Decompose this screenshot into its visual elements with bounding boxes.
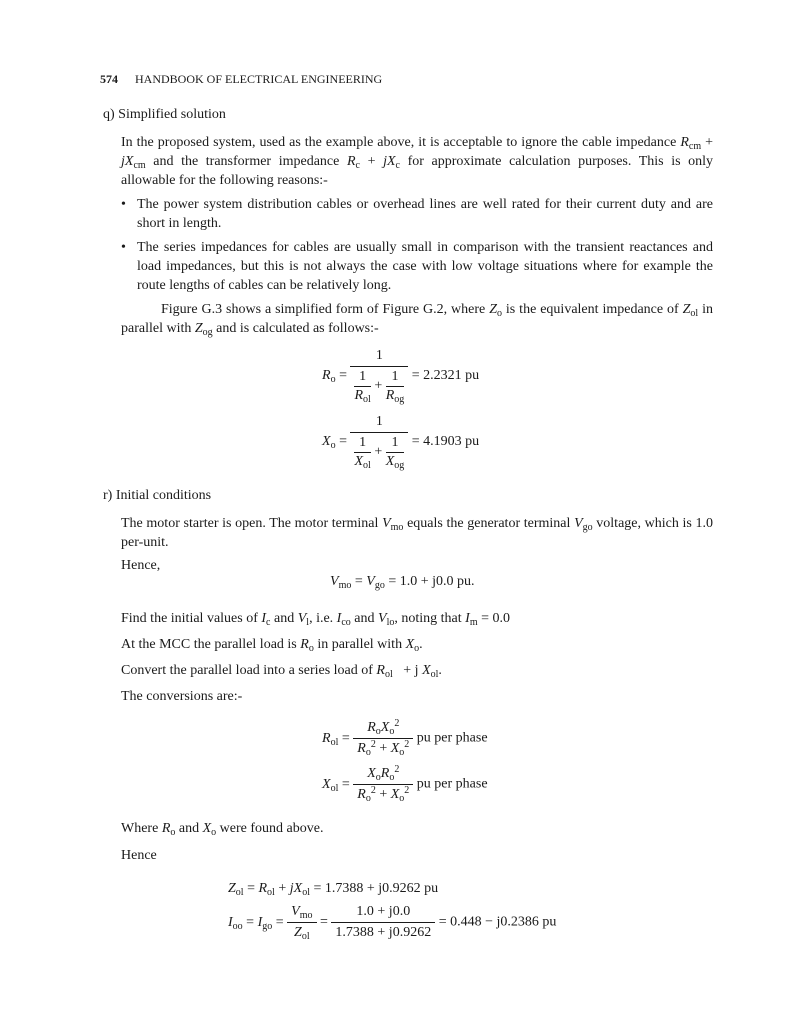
xo-equation: $X_o$ = 1 1 $X_{ol}$ + 1 $X_{og}$ = 4.1903 pu <box>322 414 480 471</box>
section-r-heading: r) Initial conditions <box>103 488 212 503</box>
motor-starter-paragraph: The motor starter is open. The motor terminal $V_{mo}$ equals the generator terminal $V_{go}$ voltage, which is 1.0 per-unit. <box>121 516 714 550</box>
bullet-icon: • <box>121 197 126 212</box>
zol-equation: $Z_{ol} = R_{ol} + jX_{ol} = 1.7388 + j0.9262$ pu <box>228 881 439 898</box>
convert-line: Convert the parallel load into a series load of $R_{ol}$ + j $X_{ol}$. <box>121 663 442 680</box>
book-title: HANDBOOK OF ELECTRICAL ENGINEERING <box>135 72 383 86</box>
mcc-load-line: At the MCC the parallel load is $R_o$ in parallel with $X_o$. <box>121 637 423 654</box>
page-number: 574 <box>100 72 118 86</box>
where-line: Where $R_o$ and $X_o$ were found above. <box>121 821 324 838</box>
running-header <box>100 72 382 87</box>
ioo-numerator: 1.0 + j0.0 <box>331 904 435 923</box>
vmo-equation: $V_{mo} = V_{go} = 1.0 + j0.0$ pu. <box>330 574 475 591</box>
hence-label-2: Hence <box>121 848 157 863</box>
xol-unit: pu per phase <box>416 776 488 792</box>
ro-equation: $R_o$ = 1 1 $R_{ol}$ + 1 $R_{og}$ = 2.2321 pu <box>322 348 480 405</box>
figure-paragraph: Figure G.3 shows a simplified form of Figure G.2, where $Z_o$ is the equivalent impedance of $Z_{ol}$ in parallel with $Z_{og}$ and is calculated as follows:- <box>121 302 714 338</box>
rol-unit: pu per phase <box>416 730 488 746</box>
bullet-item-1: • The power system distribution cables or overhead lines are well rated for their current duty and are short in length. <box>121 197 713 231</box>
find-initial-values: Find the initial values of $I_c$ and $V_l$, i.e. $I_{co}$ and $V_{lo}$, noting that $I_m = 0.0$ <box>121 611 510 628</box>
section-q-intro: In the proposed system, used as the example above, it is acceptable to ignore the cable impedance $R_{cm} + jX_{cm}$ and the transformer impedance $R_c + jX_c$ for approximate calculation purposes. This is only allowable for the following reasons:- <box>121 135 714 188</box>
xo-result: = 4.1903 pu <box>411 434 480 449</box>
bullet-icon: • <box>121 240 126 255</box>
ioo-result: = 0.448 − j0.2386 pu <box>438 914 557 930</box>
ioo-equation: $I_{oo} = I_{go}$ = $\frac{V_{mo}}{Z_{ol}}$ = $\frac{1.0 + j0.0}{1.7388 + j0.9262}$ = 0.448 − j0.2386 pu <box>228 904 557 942</box>
section-q-heading: q) Simplified solution <box>103 107 226 122</box>
bullet-item-2: • The series impedances for cables are usually small in comparison with the transient reactances and load impedances, but this is not always the case with low voltage situations where for example the route lengths of cables can be relatively long. <box>121 240 713 293</box>
ro-result: = 2.2321 pu <box>411 368 480 383</box>
rol-equation: $R_{ol}$ = $\frac{R_oX_o^2}{R_o^2 + X_o^2}$ pu per phase <box>322 718 488 758</box>
xol-equation: $X_{ol}$ = $\frac{X_oR_o^2}{R_o^2 + X_o^2}$ pu per phase <box>322 764 488 804</box>
hence-label-1: Hence, <box>121 558 161 573</box>
ioo-denominator: 1.7388 + j0.9262 <box>335 925 432 940</box>
conversions-label: The conversions are:- <box>121 689 243 704</box>
